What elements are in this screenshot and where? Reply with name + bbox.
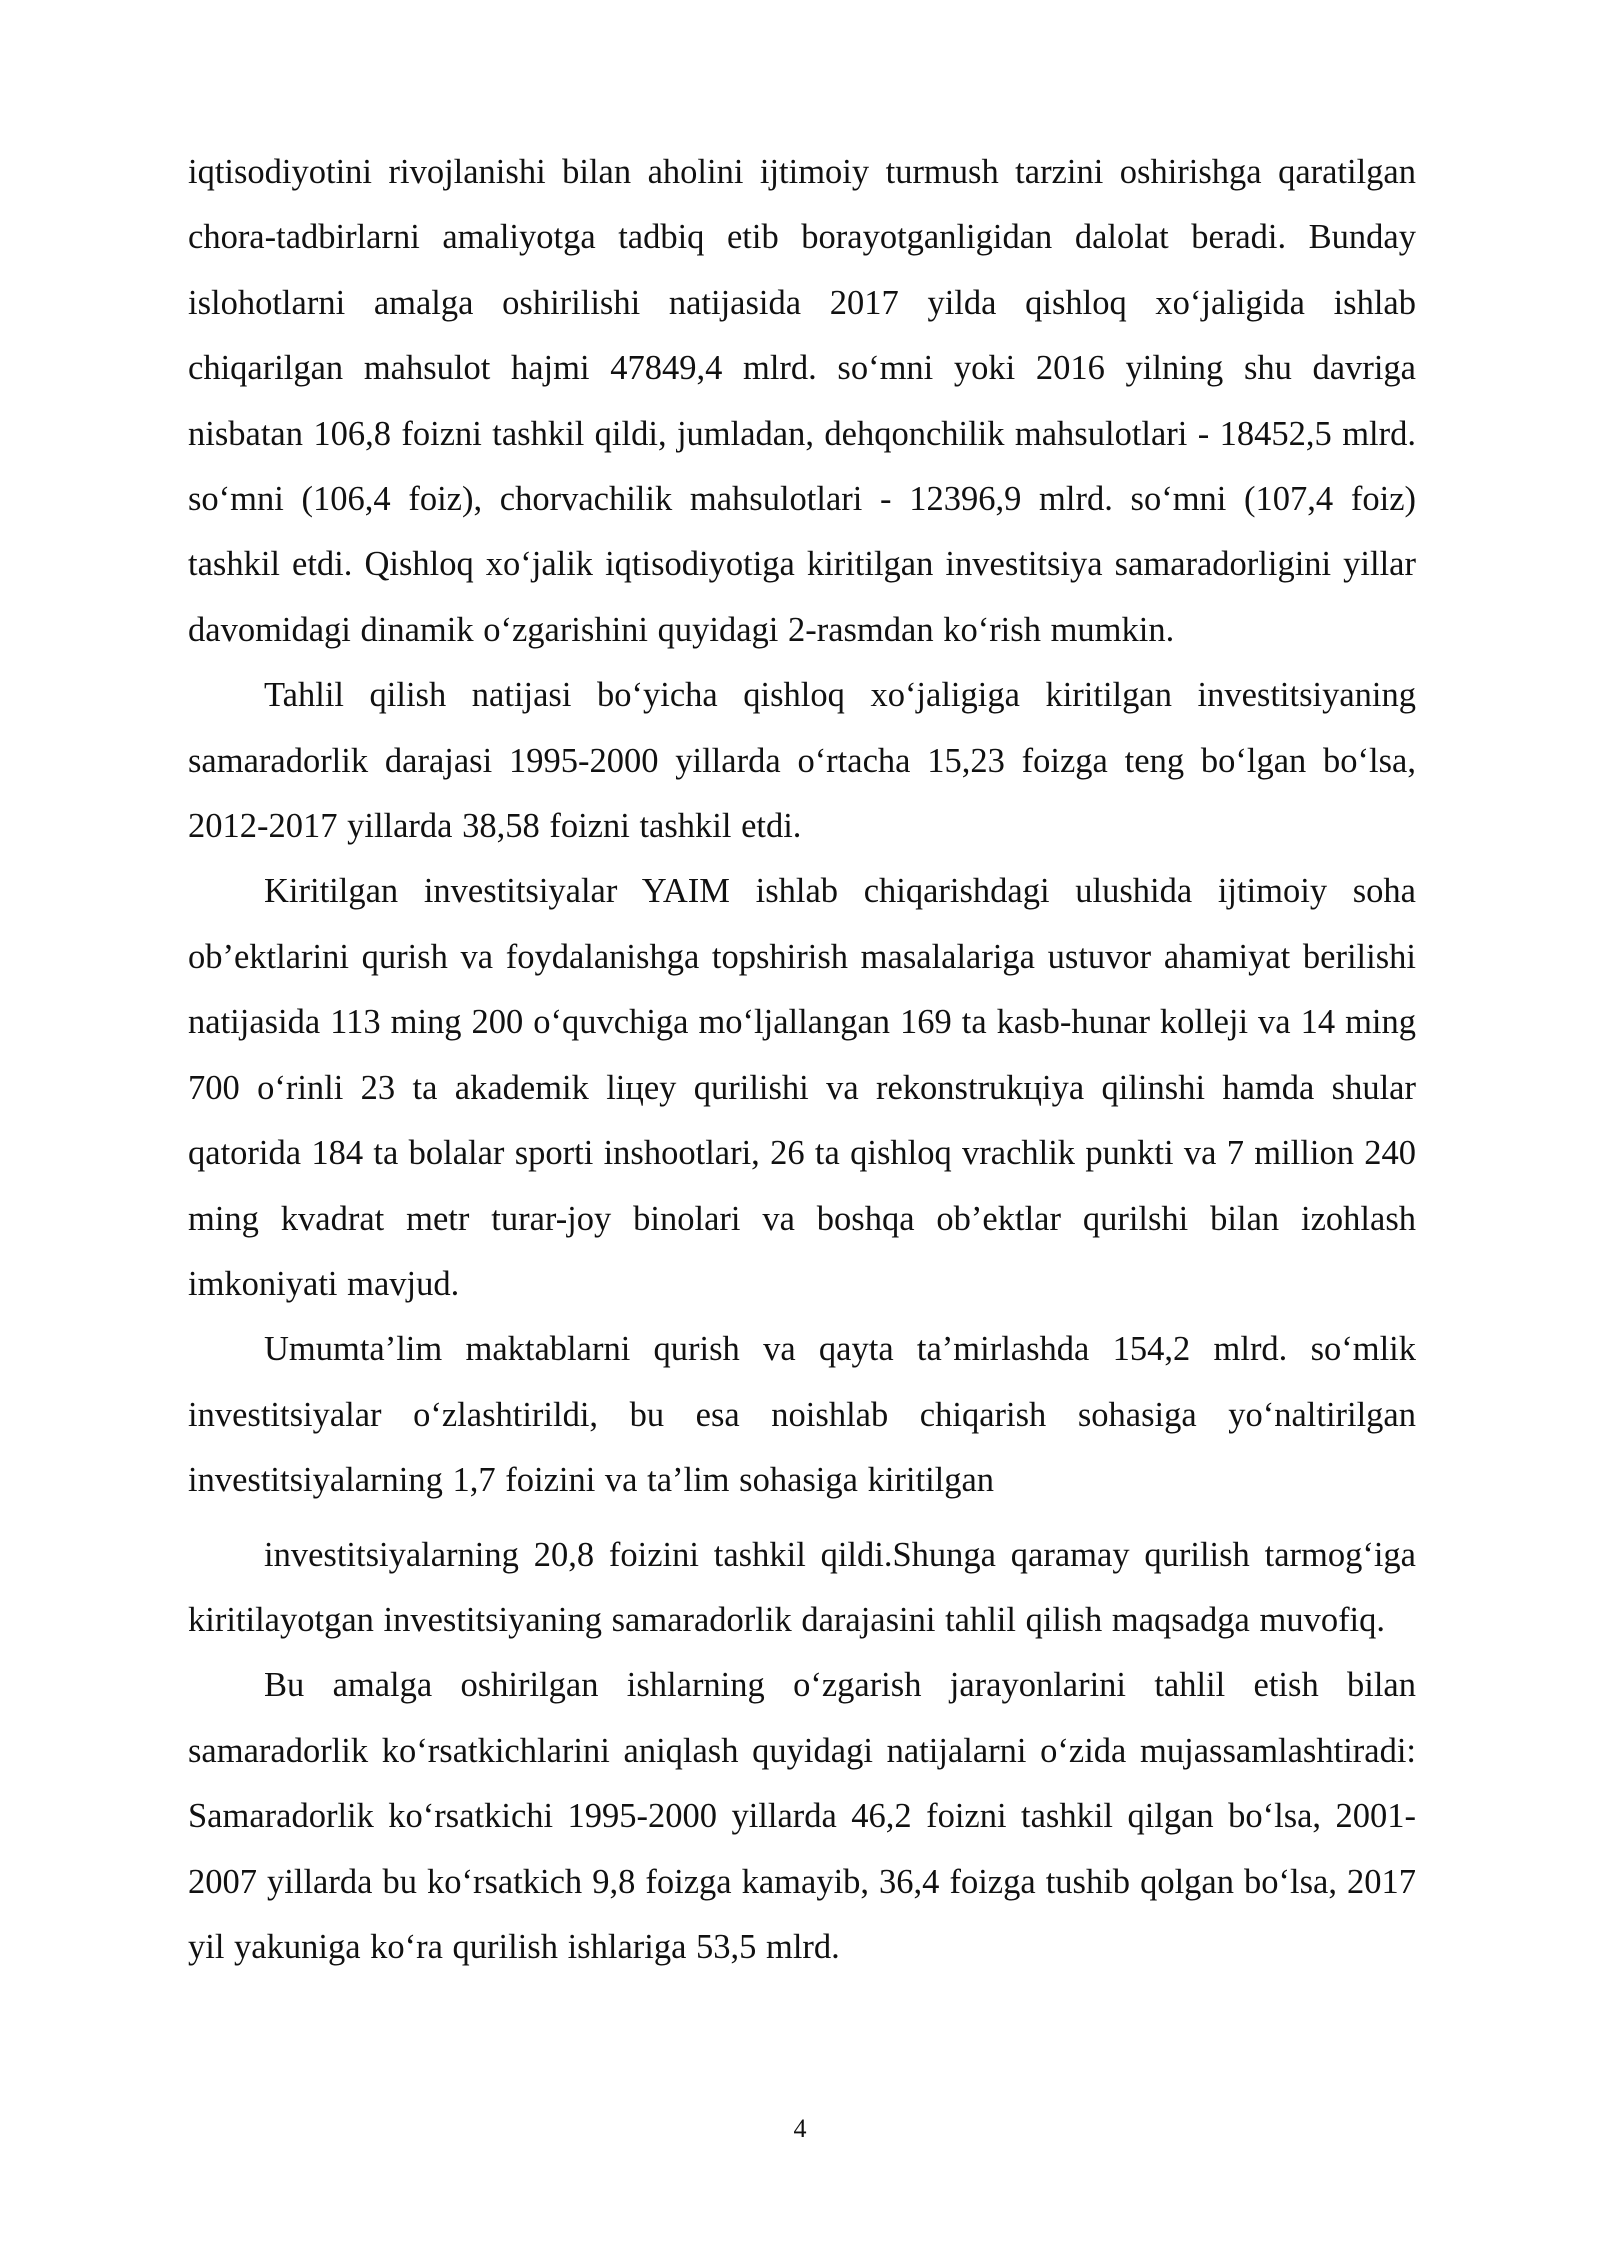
paragraph-investment-share: investitsiyalarning 20,8 foizini tashkil qildi.Shunga qaramay qurilish tarmog‘iga kiritilayotgan investitsiyaning samaradorlik darajasini tahlil qilish maqsadga muvofiq. bbox=[188, 1535, 1416, 1639]
paragraph-schools-investment: Umumta’lim maktablarni qurish va qayta ta’mirlashda 154,2 mlrd. so‘mlik investitsiyalar o‘zlashtirildi, bu esa noishlab chiqarish sohasiga yo‘naltirilgan investitsiyalarning 1,7 foizini va ta’lim sohasiga kiritilgan bbox=[188, 1330, 1416, 1500]
paragraph-social-objects: Kiritilgan investitsiyalar YAIM ishlab chiqarishdagi ulushida ijtimoiy soha ob’ektlarini qurish va foydalanishga topshirish masalalariga ustuvor ahamiyat berilishi natijasida 113 ming 200 o‘quvchiga mo‘ljallangan 169 ta kasb-hunar kolleji va 14 ming 700 o‘rinli 23 ta akademik liцеy qurilishi va rekonstrukцiya qilinshi hamda shular qatorida 184 ta bolalar sporti inshootlari, 26 ta qishloq vrachlik punkti va 7 million 240 ming kvadrat metr turar-joy binolari va boshqa ob’ektlar qurilshi bilan izohlash imkoniyati mavjud. bbox=[188, 872, 1416, 1303]
paragraph-efficiency-indicators: Bu amalga oshirilgan ishlarning o‘zgarish jarayonlarini tahlil etish bilan samaradorlik ko‘rsatkichlarini aniqlash quyidagi natijalarni o‘zida mujassamlashtiradi: Samaradorlik ko‘rsatkichi 1995-2000 yillarda 46,2 foizni tashkil qilgan bo‘lsa, 2001-2007 yillarda bu ko‘rsatkich 9,8 foizga kamayib, 36,4 foizga tushib qolgan bo‘lsa, 2017 yil yakuniga ko‘ra qurilish ishlariga 53,5 mlrd. bbox=[188, 1666, 1416, 1966]
page-number: 4 bbox=[793, 2114, 807, 2143]
body-text bbox=[188, 140, 1416, 1980]
paragraph-efficiency-analysis: Tahlil qilish natijasi bo‘yicha qishloq xo‘jaligiga kiritilgan investitsiyaning samaradorlik darajasi 1995-2000 yillarda o‘rtacha 15,23 foizga teng bo‘lgan bo‘lsa, 2012-2017 yillarda 38,58 foizni tashkil etdi. bbox=[188, 676, 1416, 846]
paragraph-continuation: iqtisodiyotini rivojlanishi bilan aholini ijtimoiy turmush tarzini oshirishga qaratilgan chora-tadbirlarni amaliyotga tadbiq etib borayotganligidan dalolat beradi. Bunday islohotlarni amalga oshirilishi natijasida 2017 yilda qishloq xo‘jaligida ishlab chiqarilgan mahsulot hajmi 47849,4 mlrd. so‘mni yoki 2016 yilning shu davriga nisbatan 106,8 foizni tashkil qildi, jumladan, dehqonchilik mahsulotlari - 18452,5 mlrd. so‘mni (106,4 foiz), chorvachilik mahsulotlari - 12396,9 mlrd. so‘mni (107,4 foiz) tashkil etdi. Qishloq xo‘jalik iqtisodiyotiga kiritilgan investitsiya samaradorligini yillar davomidagi dinamik o‘zgarishini quyidagi 2-rasmdan ko‘rish mumkin. bbox=[188, 153, 1416, 649]
